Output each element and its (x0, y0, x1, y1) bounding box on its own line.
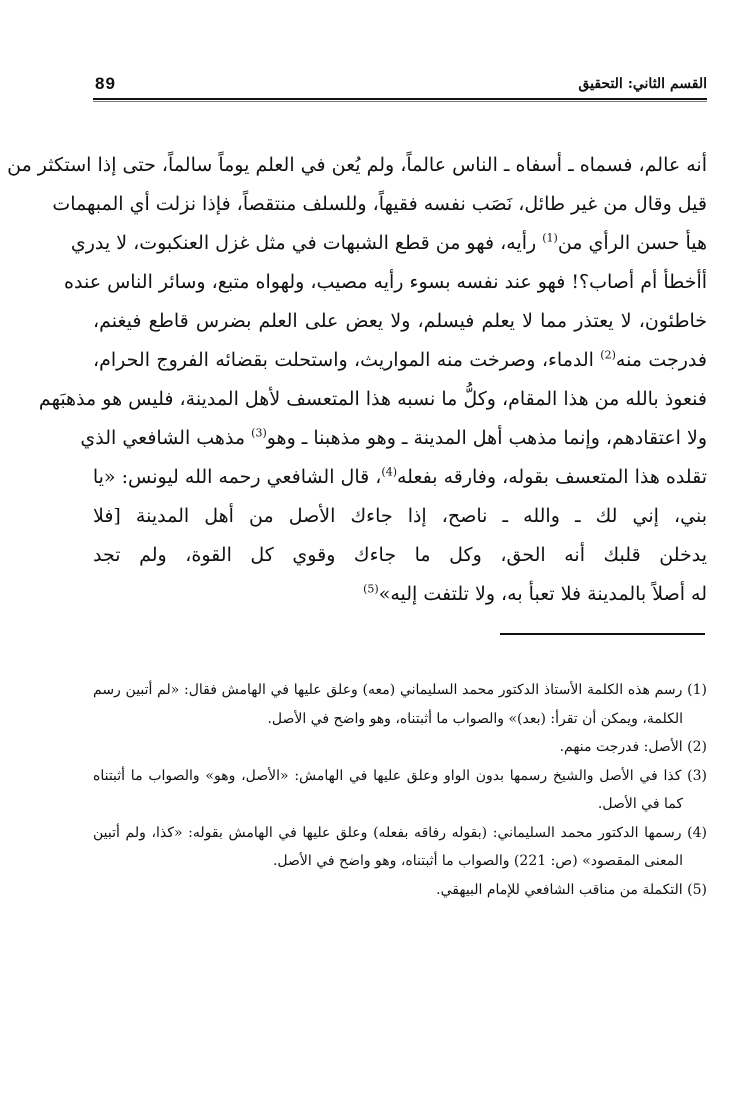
text-line: أأخطأ أم أصاب؟! فهو عند نفسه بسوء رأيه مصيب، ولهواه متبع، وسائر الناس عنده (64, 271, 707, 293)
footnotes (93, 676, 707, 904)
text-line: يدخلن قلبك أنه الحق، وكل ما جاءك وقوي كل القوة، ولم تجد (93, 544, 707, 566)
footnote-separator (500, 633, 705, 635)
text-segment: فدرجت منه (615, 349, 707, 371)
section-title: القسم الثاني: التحقيق (578, 76, 707, 92)
text-line: خاطئون، لا يعتذر مما لا يعلم فيسلم، ولا يعض على العلم بضرس قاطع فيغنم، (93, 310, 707, 332)
footnote-1-cont: الكلمة، ويمكن أن تقرأ: (بعد)» والصواب ما أثبتناه، وهو واضح في الأصل. (267, 710, 683, 727)
text-line (70, 224, 707, 263)
text-line (93, 458, 707, 497)
text-line (80, 419, 707, 458)
text-segment: تقلده هذا المتعسف بقوله، وفارقه بفعله (396, 466, 707, 488)
footnote-3: (3) كذا في الأصل والشيخ رسمها بدون الواو وعلق عليها في الهامش: «الأصل، وهو» والصواب ما أثبتناه (93, 767, 707, 784)
text-segment: ، قال الشافعي رحمه الله ليونس: «يا (92, 466, 382, 488)
footnote-2: (2) الأصل: فدرجت منهم. (559, 739, 707, 755)
text-line (93, 575, 707, 614)
footnote-ref[interactable]: (3) (251, 426, 267, 440)
footnote-3-cont: كما في الأصل. (597, 796, 683, 812)
running-header (93, 74, 707, 96)
footnote-ref[interactable]: (1) (542, 231, 558, 245)
main-text (7, 146, 707, 614)
text-line: قيل وقال من غير طائل، نَصَب نفسه فقيهاً، وللسلف منتقصاً، فإذا نزلت أي المبهمات (52, 193, 707, 215)
footnote-1: (1) رسم هذه الكلمة الأستاذ الدكتور محمد السليماني (معه) وعلق عليها في الهامش فقال: «لم أتبين رسم (93, 682, 707, 698)
footnote-5: (5) التكملة من مناقب الشافعي للإمام البيهقي. (436, 881, 707, 898)
text-segment: ولا اعتقادهم، وإنما مذهب أهل المدينة ـ وهو مذهبنا ـ وهو (266, 427, 707, 449)
text-segment: رأيه، فهو من قطع الشبهات في مثل غزل العنكبوت، لا يدري (70, 232, 543, 254)
text-segment: الدماء، وصرخت منه المواريث، واستحلت بقضائه الفروج الحرام، (93, 349, 601, 371)
text-segment: له أصلاً بالمدينة فلا تعبأ به، ولا تلتفت إليه» (378, 583, 707, 605)
text-line (93, 341, 707, 380)
text-segment: مذهب الشافعي الذي (80, 427, 252, 449)
text-line: بني، إني لك ـ والله ـ ناصح، إذا جاءك الأصل من أهل المدينة [فلا (93, 505, 707, 527)
footnote-ref[interactable]: (5) (363, 582, 379, 596)
footnote-4-cont: المعنى المقصود» (ص: 221) والصواب ما أثبتناه، وهو واضح في الأصل. (272, 853, 683, 869)
text-line: أنه عالم، فسماه ـ أسفاه ـ الناس عالماً، ولم يُعن في العلم يوماً سالماً، حتى إذا استكثر من (7, 154, 707, 176)
footnote-ref[interactable]: (2) (600, 348, 616, 362)
page-number: 89 (95, 74, 116, 93)
text-segment: هيأ حسن الرأي من (557, 232, 707, 254)
header-rule (93, 98, 707, 102)
text-line: فنعوذ بالله من هذا المقام، وكلُّ ما نسبه هذا المتعسف لأهل المدينة، فليس هو مذهبَهم (38, 388, 707, 410)
footnote-ref[interactable]: (4) (381, 465, 397, 479)
footnote-4: (4) رسمها الدكتور محمد السليماني: (بقوله رفاقه بفعله) وعلق عليها في الهامش بقوله: «كذا، ولم أتبين (93, 824, 707, 841)
